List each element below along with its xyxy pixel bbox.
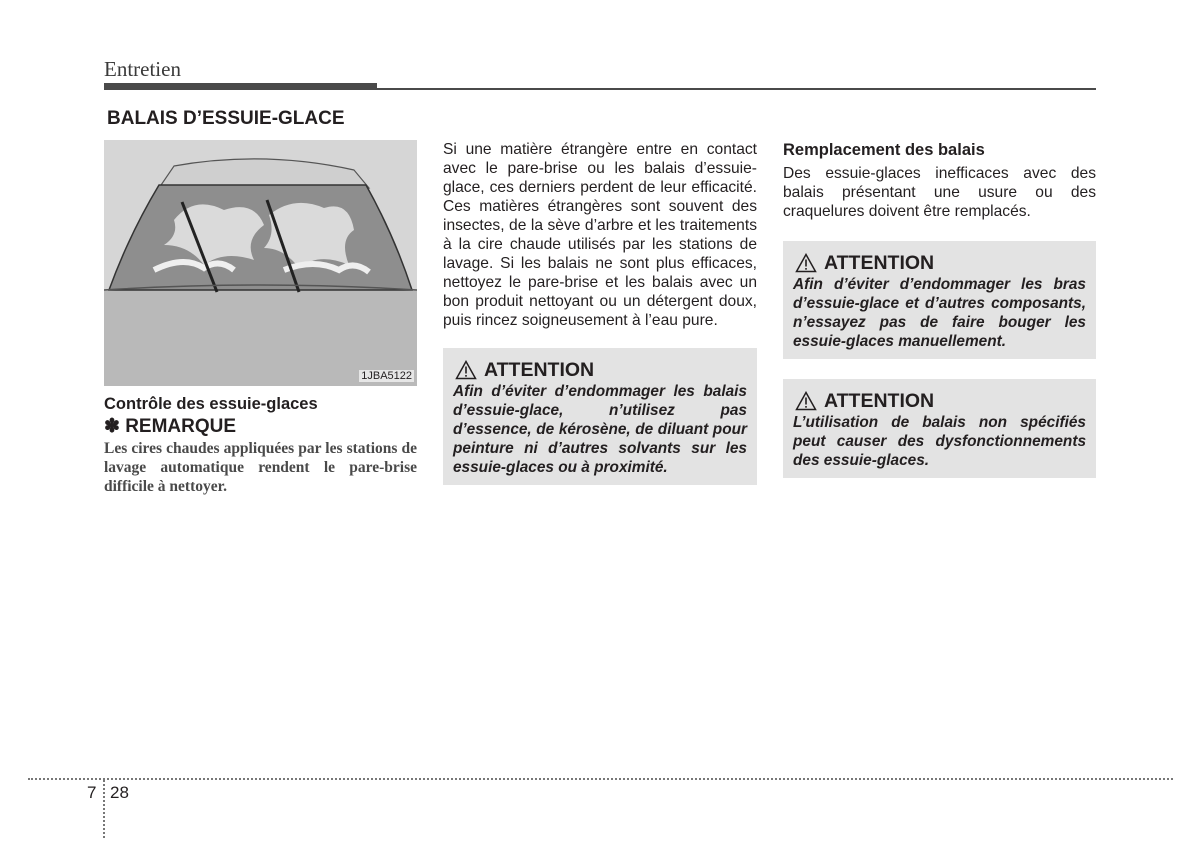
attention-box <box>783 379 1096 478</box>
windshield-wipers-illustration <box>104 140 417 386</box>
footer-divider <box>103 780 105 838</box>
chapter-title: Entretien <box>104 57 181 81</box>
attention-body: L’utilisation de balais non spécifiés peut causer des dysfonctionnements des essuie-glaces. <box>793 414 1086 469</box>
replace-heading: Remplacement des balais <box>783 141 985 159</box>
header-rule-thick <box>104 83 377 90</box>
attention-title: ATTENTION <box>824 252 935 274</box>
attention-heading <box>453 358 747 382</box>
column-middle <box>443 140 757 485</box>
section-title: BALAIS D’ESSUIE-GLACE <box>107 108 345 129</box>
page-number: 28 <box>110 783 129 802</box>
attention-heading <box>793 251 1086 275</box>
note-heading: ✽ REMARQUE <box>104 416 237 437</box>
footer-rule <box>28 778 1173 780</box>
replace-paragraph: Des essuie-glaces inefficaces avec des balais présentant une usure ou des craquelures doivent être remplacés. <box>783 165 1096 220</box>
windshield-figure <box>104 140 417 386</box>
figure-label: 1JBA5122 <box>361 370 412 382</box>
note-body: Les cires chaudes appliquées par les stations de lavage automatique rendent le pare-brise difficile à nettoyer. <box>104 440 417 495</box>
attention-title: ATTENTION <box>484 359 595 381</box>
attention-heading <box>793 389 1086 413</box>
header-rule-thin <box>377 88 1096 90</box>
column-left <box>104 140 417 496</box>
warning-triangle-icon <box>795 391 817 411</box>
attention-body: Afin d’éviter d’endommager les bras d’essuie-glace et d’autres composants, n’essayez pas de faire bouger les essuie-glaces manuellement. <box>793 276 1086 350</box>
column-right <box>783 140 1096 478</box>
attention-title: ATTENTION <box>824 390 935 412</box>
attention-body: Afin d’éviter d’endommager les balais d’essuie-glace, n’utilisez pas d’essence, de kérosène, de diluant pour peinture ni d’autres solvants sur les essuie-glaces ou à proximité. <box>453 383 747 476</box>
check-heading: Contrôle des essuie-glaces <box>104 395 318 413</box>
warning-triangle-icon <box>455 360 477 380</box>
chapter-number: 7 <box>87 783 97 802</box>
cleaning-paragraph: Si une matière étrangère entre en contact avec le pare-brise ou les balais d’essuie-glace, ces derniers perdent de leur efficacité. Ces matières étrangères sont souvent des insectes, de la sève d’arbre et les traitements à la cire chaude utilisés par les stations de lavage. Si les balais ne sont plus efficaces, nettoyez le pare-brise et les balais avec un bon produit nettoyant ou un détergent doux, puis rincez soigneusement à l’eau pure. <box>443 141 757 329</box>
warning-triangle-icon <box>795 253 817 273</box>
attention-box <box>443 348 757 485</box>
attention-box <box>783 241 1096 359</box>
